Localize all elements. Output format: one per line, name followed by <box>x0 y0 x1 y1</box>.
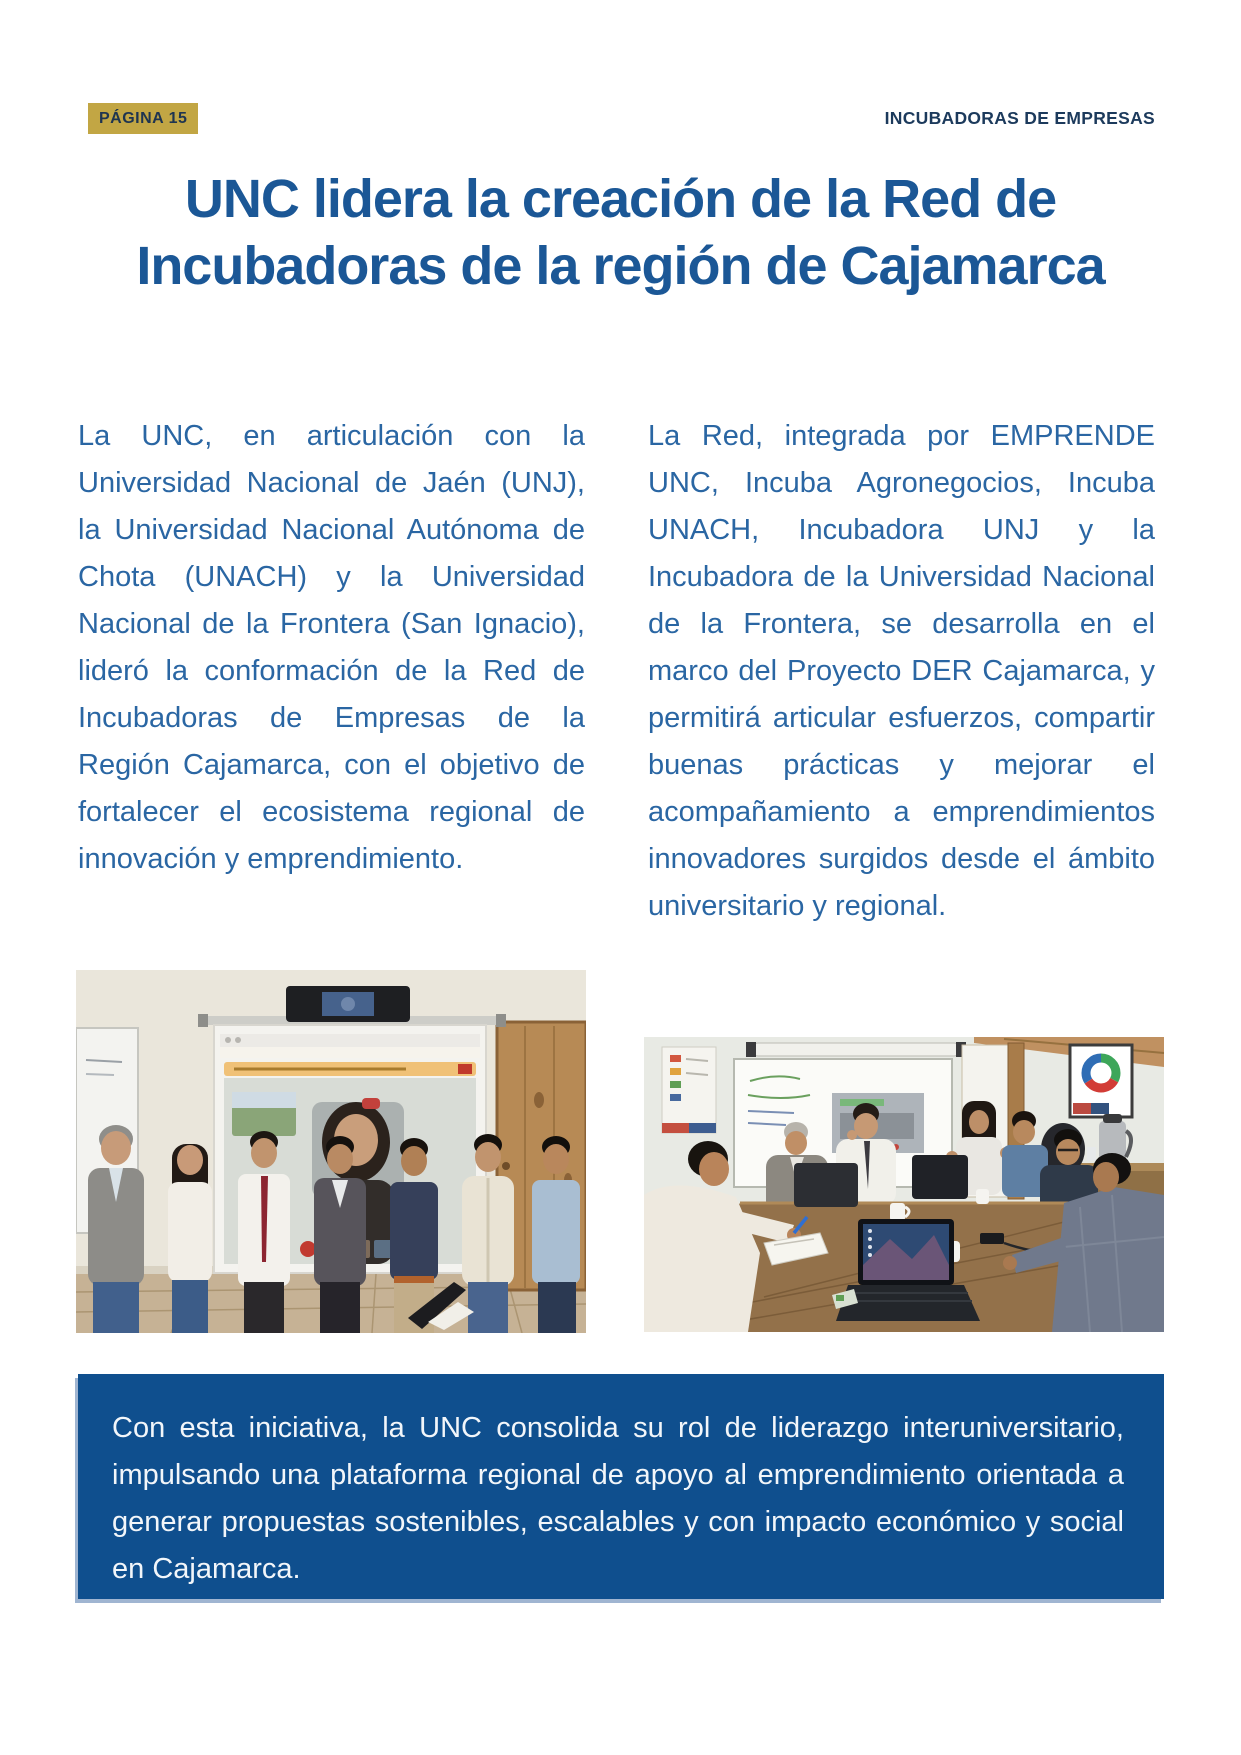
section-header: INCUBADORAS DE EMPRESAS <box>884 108 1155 128</box>
article-title: UNC lidera la creación de la Red de Incubadoras de la región de Cajamarca <box>136 169 1105 296</box>
article-paragraph-left: La UNC, en articulación con la Universidad Nacional de Jaén (UNJ), la Universidad Nacional Autónoma de Chota (UNACH) y la Universidad Nacional de la Frontera (San Ignacio), lideró la conformación de la Red de Incubadoras de Empresas de la Región Cajamarca, con el objetivo de fortalecer el ecosistema regional de innovación y emprendimiento. <box>78 420 585 875</box>
article-paragraph-right: La Red, integrada por EMPRENDE UNC, Incuba Agronegocios, Incuba UNACH, Incubadora UNJ y la Incubadora de la Universidad Nacional de la Frontera, se desarrolla en el marco del Proyecto DER Cajamarca, y permitirá articular esfuerzos, compartir buenas prácticas y mejorar el acompañamiento a emprendimientos innovadores surgidos desde el ámbito universitario y regional. <box>648 420 1155 922</box>
highlight-text: Con esta iniciativa, la UNC consolida su rol de liderazgo interuniversitario, impulsando una plataforma regional de apoyo al emprendimiento orientada a generar propuestas sostenibles, escalables y con impacto económico y social en Cajamarca. <box>112 1412 1124 1585</box>
group-photo <box>76 970 586 1333</box>
highlight-box <box>78 1374 1164 1599</box>
meeting-photo <box>644 1037 1164 1332</box>
page-number-badge: PÁGINA 15 <box>88 103 198 134</box>
